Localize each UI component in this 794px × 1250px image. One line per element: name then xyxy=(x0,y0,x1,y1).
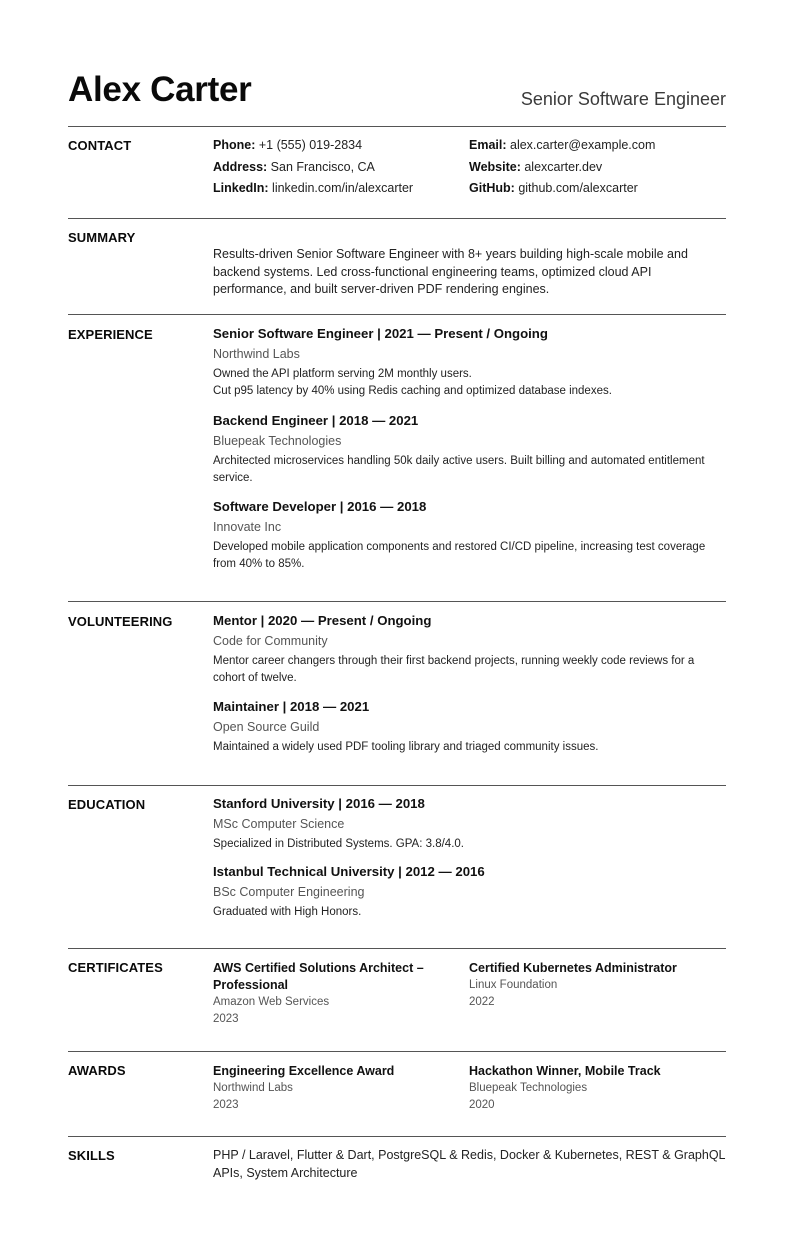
experience-entry xyxy=(213,412,726,486)
email-label: Email: xyxy=(469,138,507,152)
volunteering-org: Open Source Guild xyxy=(213,720,320,734)
experience-desc: Cut p95 latency by 40% using Redis caching and optimized database indexes. xyxy=(213,384,612,397)
certificate-year: 2022 xyxy=(469,995,495,1008)
email-value: alex.carter@example.com xyxy=(510,138,656,152)
education-entry xyxy=(213,795,726,853)
volunteering-org: Code for Community xyxy=(213,634,328,648)
website-value: alexcarter.dev xyxy=(524,160,603,174)
award-year: 2023 xyxy=(213,1098,239,1111)
experience-section xyxy=(68,315,726,602)
experience-entry xyxy=(213,325,726,399)
phone-value: +1 (555) 019-2834 xyxy=(258,138,363,152)
experience-title: Backend Engineer | 2018 — 2021 xyxy=(213,413,419,428)
experience-company: Innovate Inc xyxy=(213,520,282,534)
experience-heading: EXPERIENCE xyxy=(68,327,153,342)
volunteering-title: Mentor | 2020 — Present / Ongoing xyxy=(213,613,432,628)
award-item xyxy=(469,1063,709,1113)
contact-phone xyxy=(213,138,362,152)
education-entry xyxy=(213,863,726,921)
award-issuer: Northwind Labs xyxy=(213,1082,293,1094)
volunteering-heading: VOLUNTEERING xyxy=(68,614,173,629)
volunteering-desc: Mentor career changers through their first backend projects, running weekly code reviews for a cohort of twelve. xyxy=(213,655,695,684)
education-degree: MSc Computer Science xyxy=(213,817,345,831)
certificates-section xyxy=(68,949,726,1052)
experience-company: Northwind Labs xyxy=(213,347,300,361)
linkedin-value: linkedin.com/in/alexcarter xyxy=(272,181,414,195)
education-section xyxy=(68,786,726,949)
award-year: 2020 xyxy=(469,1098,495,1111)
github-label: GitHub: xyxy=(469,181,515,195)
education-title: Stanford University | 2016 — 2018 xyxy=(213,796,425,811)
certificate-issuer: Linux Foundation xyxy=(469,979,558,991)
education-desc: Graduated with High Honors. xyxy=(213,906,362,918)
certificate-item xyxy=(469,960,709,1010)
contact-website xyxy=(469,160,602,174)
award-title: Hackathon Winner, Mobile Track xyxy=(469,1064,661,1078)
address-label: Address: xyxy=(213,160,268,174)
contact-email xyxy=(469,138,655,152)
volunteering-entry xyxy=(213,698,726,756)
volunteering-title: Maintainer | 2018 — 2021 xyxy=(213,699,370,714)
experience-desc: Architected microservices handling 50k daily active users. Built billing and automated entitlement service. xyxy=(213,455,705,484)
volunteering-desc: Maintained a widely used PDF tooling library and triaged community issues. xyxy=(213,741,599,753)
education-degree: BSc Computer Engineering xyxy=(213,885,365,899)
contact-github xyxy=(469,181,638,195)
certificate-issuer: Amazon Web Services xyxy=(213,996,330,1008)
contact-heading: CONTACT xyxy=(68,138,132,153)
awards-section xyxy=(68,1052,726,1137)
resume-header xyxy=(68,0,726,127)
contact-linkedin xyxy=(213,181,413,195)
experience-company: Bluepeak Technologies xyxy=(213,434,342,448)
experience-desc: Owned the API platform serving 2M monthly users. xyxy=(213,368,472,380)
candidate-name: Alex Carter xyxy=(68,70,252,109)
certificate-year: 2023 xyxy=(213,1012,239,1025)
candidate-role: Senior Software Engineer xyxy=(520,89,726,109)
award-title: Engineering Excellence Award xyxy=(213,1064,395,1078)
phone-label: Phone: xyxy=(213,138,256,152)
certificate-item xyxy=(213,960,453,1027)
contact-section xyxy=(68,127,726,219)
award-item xyxy=(213,1063,453,1113)
experience-title: Senior Software Engineer | 2021 — Present / Ongoing xyxy=(213,326,548,341)
experience-desc: Developed mobile application components and restored CI/CD pipeline, increasing test coverage from 40% to 85%. xyxy=(213,541,706,570)
linkedin-label: LinkedIn: xyxy=(213,181,269,195)
awards-heading: AWARDS xyxy=(68,1063,126,1078)
volunteering-entry xyxy=(213,612,726,686)
education-desc: Specialized in Distributed Systems. GPA: 3.8/4.0. xyxy=(213,838,464,850)
contact-address xyxy=(213,160,375,174)
skills-heading: SKILLS xyxy=(68,1148,115,1163)
experience-title: Software Developer | 2016 — 2018 xyxy=(213,499,427,514)
certificates-heading: CERTIFICATES xyxy=(68,960,163,975)
resume-page xyxy=(68,0,726,1197)
certificate-title: AWS Certified Solutions Architect – Professional xyxy=(213,961,424,992)
education-heading: EDUCATION xyxy=(68,797,146,812)
skills-body xyxy=(213,1147,726,1182)
education-title: Istanbul Technical University | 2012 — 2016 xyxy=(213,864,485,879)
certificate-title: Certified Kubernetes Administrator xyxy=(469,961,677,975)
summary-body xyxy=(213,246,726,299)
skills-text: PHP / Laravel, Flutter & Dart, PostgreSQL & Redis, Docker & Kubernetes, REST & GraphQL APIs, System Architecture xyxy=(213,1148,726,1180)
summary-section xyxy=(68,219,726,315)
address-value: San Francisco, CA xyxy=(270,160,375,174)
summary-heading: SUMMARY xyxy=(68,230,136,245)
github-value: github.com/alexcarter xyxy=(518,181,638,195)
experience-entry xyxy=(213,498,726,572)
award-issuer: Bluepeak Technologies xyxy=(469,1082,588,1094)
skills-section xyxy=(68,1137,726,1197)
volunteering-section xyxy=(68,602,726,786)
website-label: Website: xyxy=(469,160,521,174)
summary-text: Results-driven Senior Software Engineer with 8+ years building high-scale mobile and backend systems. Led cross-functional engineering teams, optimized cloud API performance, and built server-driven PDF rendering engines. xyxy=(213,247,688,296)
